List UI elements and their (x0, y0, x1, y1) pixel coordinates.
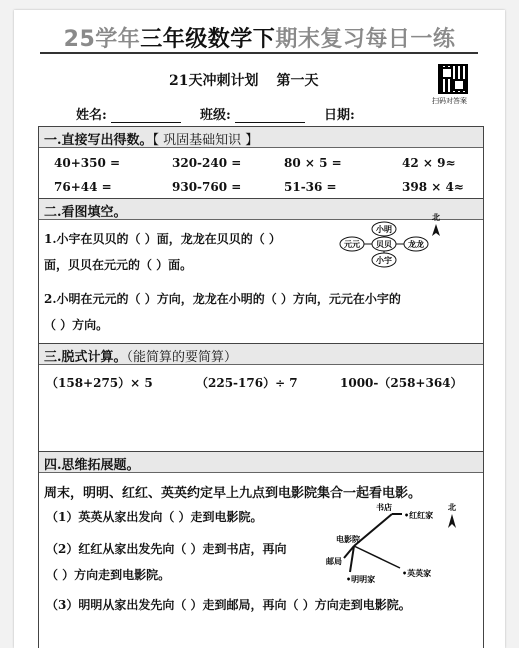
page-title (14, 22, 505, 53)
qr-label: 扫码对答案 (432, 97, 467, 105)
section1-title: 一.直接写出得数。【 巩固基础知识 】 (44, 133, 259, 148)
section4-title: 四.思维拓展题。 (44, 458, 140, 473)
map-honghong-home: •红红家 (404, 510, 434, 520)
calc-r2c1: 76+44 = (54, 180, 112, 194)
calc-r2c4: 398 × 4≈ (402, 180, 464, 194)
subtitle-day: 第一天 (276, 73, 319, 89)
name-blank[interactable] (111, 110, 181, 123)
title-review: 期末复习每日一练 (275, 27, 456, 52)
s3-expr3: 1000-（258+364） (340, 376, 463, 390)
node-right: 龙龙 (408, 239, 424, 249)
s4-q3: （3）明明从家出发先向（ ）走到邮局，再向（ ）方向走到电影院。 (46, 598, 411, 612)
north-arrow-icon (432, 224, 440, 236)
section3-title: 三.脱式计算。（能简算的要简算） (44, 350, 238, 365)
title-underline (40, 52, 478, 54)
map-north-arrow-icon (448, 514, 456, 528)
node-center: 贝贝 (376, 239, 392, 249)
map-bookstore: 书店 (376, 502, 392, 512)
title-year: 25学年 (63, 27, 141, 52)
s3-expr2: （225-176）÷ 7 (196, 376, 298, 390)
s4-intro: 周末，明明、红红、英英约定早上九点到电影院集合一起看电影。 (44, 486, 422, 501)
s2-q2-line1: 2.小明在元元的（ ）方向，龙龙在小明的（ ）方向，元元在小宇的 (44, 292, 401, 306)
s3-expr1: （158+275）× 5 (46, 376, 153, 390)
s2-q2-line2: （ ）方向。 (44, 318, 109, 332)
subtitle (169, 70, 318, 90)
map-mingming-home: •明明家 (346, 574, 376, 584)
s4-q2-line2: （ ）方向走到电影院。 (46, 568, 171, 582)
subtitle-plan: 21天冲刺计划 (169, 73, 259, 89)
s4-q2-line1: （2）红红从家出发先向（ ）走到书店，再向 (46, 542, 287, 556)
map-yingying-home: •英英家 (402, 568, 432, 578)
road-cinema-yingying (354, 546, 400, 568)
date-label: 日期: (324, 108, 355, 123)
s2-q1-line2: 面，贝贝在元元的（ ）面。 (44, 258, 193, 272)
calc-r1c2: 320-240 = (172, 156, 242, 170)
section2-title: 二.看图填空。 (44, 205, 127, 220)
calc-r1c3: 80 × 5 = (284, 156, 342, 170)
class-label: 班级: (200, 108, 231, 123)
name-label: 姓名: (76, 108, 107, 123)
name-field[interactable] (76, 104, 181, 123)
calc-r2c3: 51-36 = (284, 180, 337, 194)
node-left: 元元 (344, 239, 360, 249)
date-field[interactable] (324, 104, 355, 123)
section1-note: 【 巩固基础知识 】 (152, 133, 259, 148)
s2-q1-line1: 1.小宇在贝贝的（ ）面，龙龙在贝贝的（ ） (44, 232, 281, 246)
north-label: 北 (432, 212, 440, 222)
node-bottom: 小宇 (376, 255, 392, 265)
position-diagram (332, 208, 444, 268)
qr-code-icon[interactable] (438, 64, 468, 94)
section3-note: （能简算的要简算） (126, 350, 238, 365)
map-cinema: 电影院 (336, 534, 360, 544)
map-north-label: 北 (448, 502, 456, 512)
map-post-office: 邮局 (326, 556, 342, 566)
class-field[interactable] (200, 104, 305, 123)
route-map (310, 498, 460, 586)
worksheet-page (14, 10, 505, 648)
node-top: 小明 (376, 224, 392, 234)
calc-r1c4: 42 × 9≈ (402, 156, 456, 170)
title-grade: 三年级数学下 (140, 27, 276, 52)
calc-r2c2: 930-760 = (172, 180, 242, 194)
calc-r1c1: 40+350 = (54, 156, 121, 170)
s4-q1: （1）英英从家出发向（ ）走到电影院。 (46, 510, 263, 524)
frame-right (483, 126, 484, 648)
class-blank[interactable] (235, 110, 305, 123)
